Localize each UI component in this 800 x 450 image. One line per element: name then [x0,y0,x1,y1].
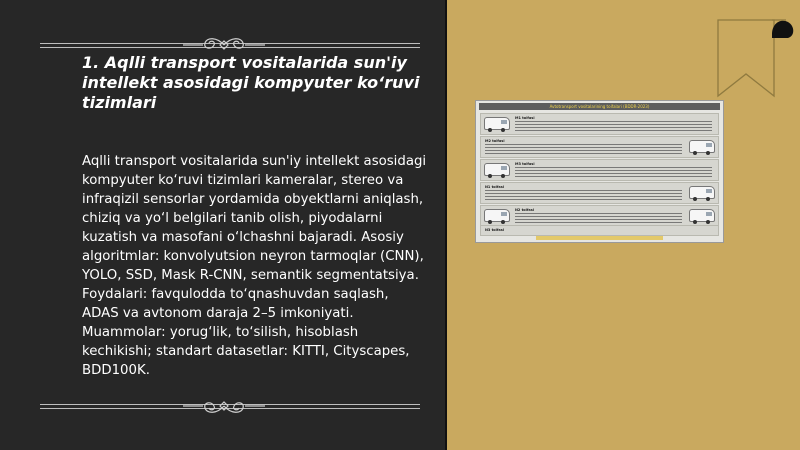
row-text-lines [515,167,712,177]
figure-row [480,205,719,227]
vehicle-icon [484,117,510,130]
vehicle-icon [689,186,715,199]
row-label: M2 toifasi [485,139,505,143]
ornament-bottom-icon [181,396,267,416]
row-label: N2 toifasi [515,208,535,212]
row-label: N1 toifasi [485,185,505,189]
figure-header-text: Avtotransport vositalarining toifalari (BDDR-2023) [549,104,650,109]
row-label: M1 toifasi [515,116,535,120]
row-text-lines [515,213,682,223]
row-text-lines [515,121,712,131]
vehicle-icon [689,209,715,222]
figure-row [480,113,719,135]
panel-divider [445,0,447,450]
figure-header [479,103,720,110]
slide-body-text: Aqlli transport vositalarida sun'iy intellekt asosidagi kompyuter ko‘ruvi tizimlari kameralar, stereo va infraqizil sensorlar yordamida obyektlarni aniqlash, chiziq va yo‘l belgilari tanib olish, piyodalarni kuzatish va masofani o‘lchashni bajaradi. Asosiy algoritmlar: konvolyutsion neyron tarmoqlar (CNN), YOLO, SSD, Mask R-CNN, semantik segmentatsiya. Foydalari: favqulodda to‘qnashuvdan saqlash, ADAS va avtonom daraja 2–5 imkoniyati. Muammolar: yorug‘lik, to‘silish, hisoblash kechikishi; standart datasetlar: KITTI, Cityscapes, BDD100K. [82,154,427,378]
ornament-top-icon [181,35,267,55]
row-text-lines [485,144,682,154]
figure-row [480,136,719,158]
figure-footer [536,236,663,240]
bookmark-ribbon-icon [716,16,796,102]
vehicle-icon [484,163,510,176]
row-text-lines [485,190,682,200]
vehicle-icon [689,140,715,153]
row-label: M3 toifasi [515,162,535,166]
slide-title: 1. Aqlli transport vositalarida sun'iy intellekt asosidagi kompyuter ko‘ruvi tizimlari [82,53,420,112]
figure-row [480,225,719,236]
row-label: N3 toifasi [485,228,505,232]
vehicle-icon [484,209,510,222]
figure-row [480,159,719,181]
vehicle-categories-figure [475,100,724,243]
figure-row [480,182,719,204]
